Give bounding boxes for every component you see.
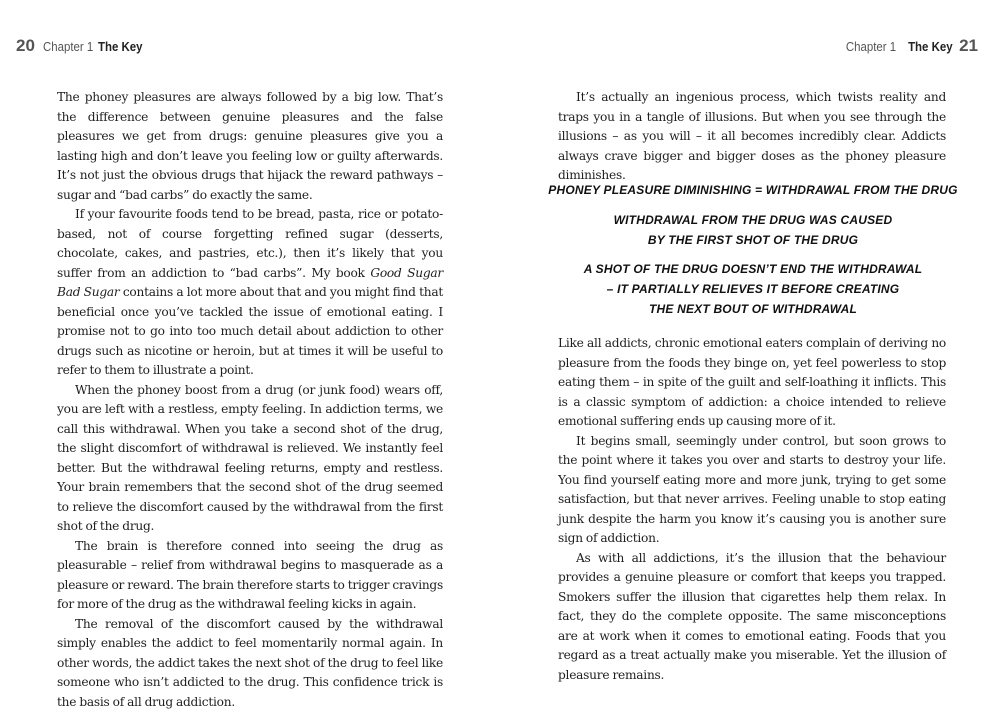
body-paragraph: As with all addictions, it’s the illusion that the behaviour provides a genuine pleasure or comfort that keeps you trapped. Smokers suffer the illusion that cigarettes help them relax. In fact, they do the complete opposite. The same misconceptions are at work when it comes to emotional eating. Foods that you regard as a treat actually make you miserable. Yet the illusion of pleasure remains.	[558, 549, 946, 686]
callout-line: – IT PARTIALLY RELIEVES IT BEFORE CREATING	[540, 279, 966, 299]
right-page	[500, 0, 1000, 710]
chapter-label: Chapter 1	[846, 39, 896, 54]
left-page	[0, 0, 500, 710]
book-title: Good Sugar Bad Sugar	[57, 266, 443, 300]
callout-line: A SHOT OF THE DRUG DOESN’T END THE WITHDRAWAL	[540, 259, 966, 279]
body-paragraph: It’s actually an ingenious process, which twists reality and traps you in a tangle of illusions. But when you see through the illusions – as you will – it all becomes incredibly clear. Addicts always crave bigger and bigger doses as the phoney pleasure diminishes.	[558, 88, 946, 186]
body-paragraph: If your favourite foods tend to be bread, pasta, rice or potato-based, not of course forgetting refined sugar (desserts, chocolate, cakes, and pastries, etc.), then it’s likely that you suffer from an addiction to “bad carbs”. My book Good Sugar Bad Sugar contains a lot more about that and you might find that beneficial once you’ve tackled the issue of emotional eating. I promise not to go into too much detail about addiction to other drugs such as nicotine or heroin, but at times it will be useful to refer to them to illustrate a point.	[57, 205, 443, 381]
chapter-title: The Key	[98, 39, 143, 54]
left-page-header	[16, 36, 149, 54]
body-paragraph: The brain is therefore conned into seeing the drug as pleasurable – relief from withdrawal begins to masquerade as a pleasure or reward. The brain therefore starts to trigger cravings for more of the drug as the withdrawal feeling kicks in again.	[57, 537, 443, 615]
right-page-header	[839, 36, 978, 54]
chapter-label: Chapter 1	[43, 39, 93, 54]
body-paragraph: It begins small, seemingly under control, but soon grows to the point where it takes you over and starts to destroy your life. You find yourself eating more and more junk, trying to get some satisfaction, but that never arrives. Feeling unable to stop eating junk despite the harm you know it’s causing you is another sure sign of addiction.	[558, 432, 946, 549]
right-page-intro	[558, 88, 946, 186]
left-page-body	[57, 88, 443, 712]
callout-line: PHONEY PLEASURE DIMINISHING = WITHDRAWAL FROM THE DRUG	[540, 180, 966, 200]
callout-equation	[540, 180, 966, 200]
callout-cycle	[540, 259, 966, 319]
right-page-body	[558, 334, 946, 685]
callout-cause	[540, 210, 966, 250]
page-number: 20	[16, 36, 35, 56]
body-paragraph: When the phoney boost from a drug (or junk food) wears off, you are left with a restless, empty feeling. In addiction terms, we call this withdrawal. When you take a second shot of the drug, the slight discomfort of withdrawal is relieved. We instantly feel better. But the withdrawal feeling returns, empty and restless. Your brain remembers that the second shot of the drug seemed to relieve the discomfort caused by the withdrawal from the first shot of the drug.	[57, 381, 443, 537]
page-number: 21	[959, 36, 978, 56]
callout-line: THE NEXT BOUT OF WITHDRAWAL	[540, 299, 966, 319]
callout-line: BY THE FIRST SHOT OF THE DRUG	[540, 230, 966, 250]
body-paragraph: The removal of the discomfort caused by the withdrawal simply enables the addict to feel momentarily normal again. In other words, the addict takes the next shot of the drug to feel like someone who isn’t addicted to the drug. This confidence trick is the basis of all drug addiction.	[57, 615, 443, 712]
body-paragraph: Like all addicts, chronic emotional eaters complain of deriving no pleasure from the foods they binge on, yet feel powerless to stop eating them – in spite of the guilt and self-loathing it inflicts. This is a classic symptom of addiction: a choice intended to relieve emotional suffering ends up causing more of it.	[558, 334, 946, 432]
chapter-title: The Key	[908, 39, 953, 54]
body-paragraph: The phoney pleasures are always followed by a big low. That’s the difference between genuine pleasures and the false pleasures we get from drugs: genuine pleasures give you a lasting high and don’t leave you feeling low or guilty afterwards. It’s not just the obvious drugs that hijack the reward pathways – sugar and “bad carbs” do exactly the same.	[57, 88, 443, 205]
callout-line: WITHDRAWAL FROM THE DRUG WAS CAUSED	[540, 210, 966, 230]
